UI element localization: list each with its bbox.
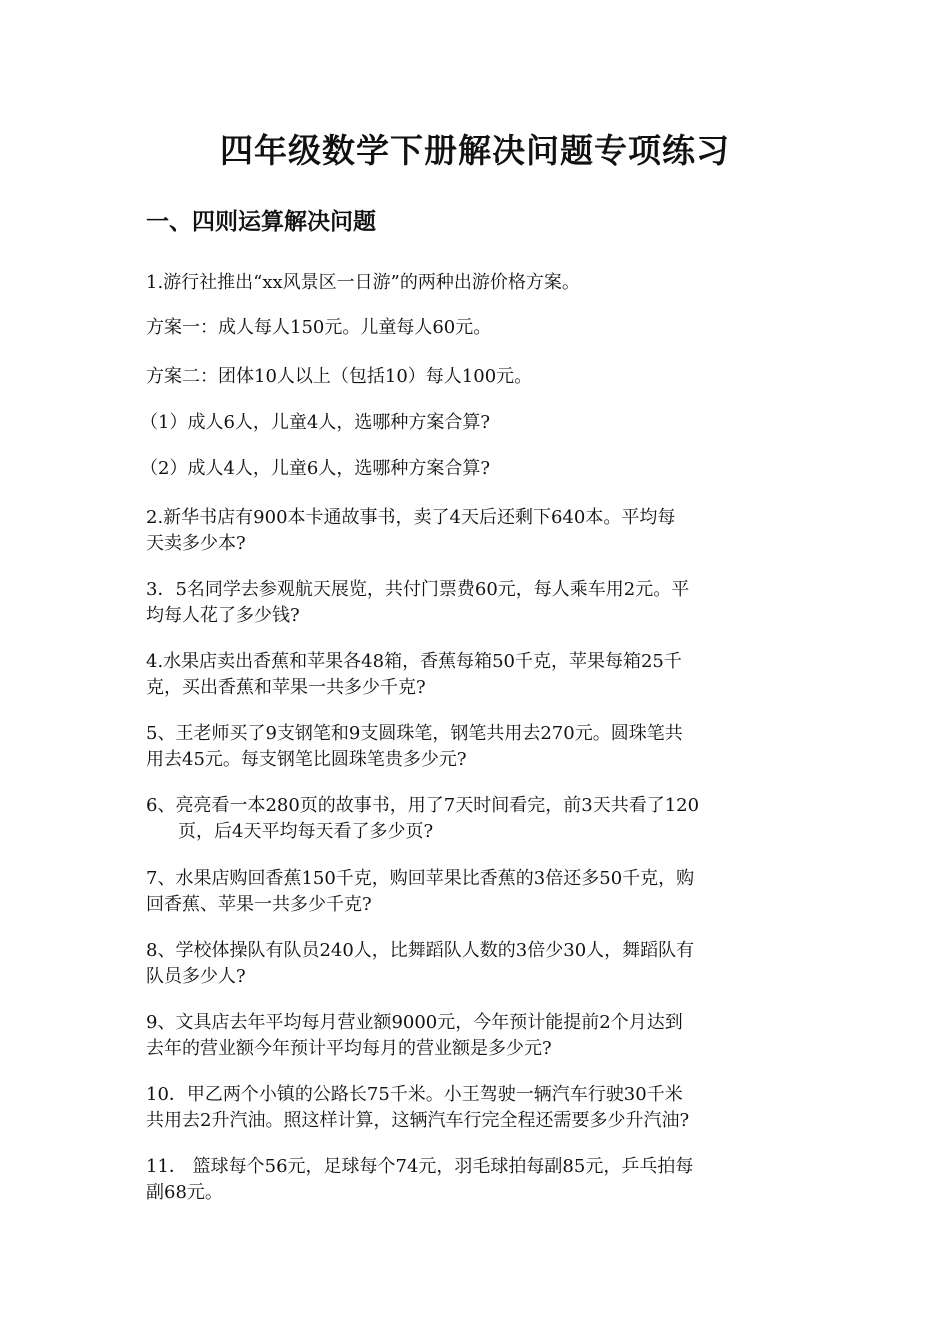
problem-8-line-2: 队员多少人? xyxy=(146,966,246,987)
problem-1-question-2: （2）成人4人，儿童6人，选哪种方案合算? xyxy=(140,458,491,479)
problem-3-line-1: 3．5名同学去参观航天展览，共付门票费60元，每人乘车用2元。平 xyxy=(146,579,690,600)
problem-7-line-1: 7、水果店购回香蕉150千克，购回苹果比香蕉的3倍还多50千克，购 xyxy=(146,868,695,889)
problem-2-line-1: 2.新华书店有900本卡通故事书，卖了4天后还剩下640本。平均每 xyxy=(146,507,676,528)
problem-9-line-1: 9、文具店去年平均每月营业额9000元，今年预计能提前2个月达到 xyxy=(146,1012,683,1033)
problem-10-line-2: 共用去2升汽油。照这样计算，这辆汽车行完全程还需要多少升汽油? xyxy=(146,1110,690,1131)
problem-3-line-2: 均每人花了多少钱? xyxy=(146,605,300,626)
problem-4-line-2: 克，买出香蕉和苹果一共多少千克? xyxy=(146,677,426,698)
problem-11-line-1: 11． 篮球每个56元，足球每个74元，羽毛球拍每副85元，乒乓拍每 xyxy=(146,1156,694,1177)
problem-5-line-2: 用去45元。每支钢笔比圆珠笔贵多少元? xyxy=(146,749,467,770)
problem-1-intro: 1.游行社推出“xx风景区一日游”的两种出游价格方案。 xyxy=(146,272,580,293)
problem-2-line-2: 天卖多少本? xyxy=(146,533,246,554)
problem-4-line-1: 4.水果店卖出香蕉和苹果各48箱，香蕉每箱50千克，苹果每箱25千 xyxy=(146,651,682,672)
section-heading: 一、四则运算解决问题 xyxy=(146,208,376,235)
problem-5-line-1: 5、王老师买了9支钢笔和9支圆珠笔，钢笔共用去270元。圆珠笔共 xyxy=(146,723,683,744)
page-title: 四年级数学下册解决问题专项练习 xyxy=(220,131,730,170)
problem-8-line-1: 8、学校体操队有队员240人，比舞蹈队人数的3倍少30人，舞蹈队有 xyxy=(146,940,695,961)
problem-10-line-1: 10．甲乙两个小镇的公路长75千米。小王驾驶一辆汽车行驶30千米 xyxy=(146,1084,683,1105)
problem-6-line-1: 6、亮亮看一本280页的故事书，用了7天时间看完，前3天共看了120 xyxy=(146,795,700,816)
problem-7-line-2: 回香蕉、苹果一共多少千克? xyxy=(146,894,372,915)
problem-1-plan-1: 方案一：成人每人150元。儿童每人60元。 xyxy=(146,317,492,338)
problem-1-plan-2: 方案二：团体10人以上（包括10）每人100元。 xyxy=(146,366,533,387)
problem-9-line-2: 去年的营业额今年预计平均每月的营业额是多少元? xyxy=(146,1038,552,1059)
problem-1-question-1: （1）成人6人，儿童4人，选哪种方案合算? xyxy=(140,412,491,433)
problem-11-line-2: 副68元。 xyxy=(146,1182,223,1203)
problem-6-line-2: 页，后4天平均每天看了多少页? xyxy=(178,821,434,842)
